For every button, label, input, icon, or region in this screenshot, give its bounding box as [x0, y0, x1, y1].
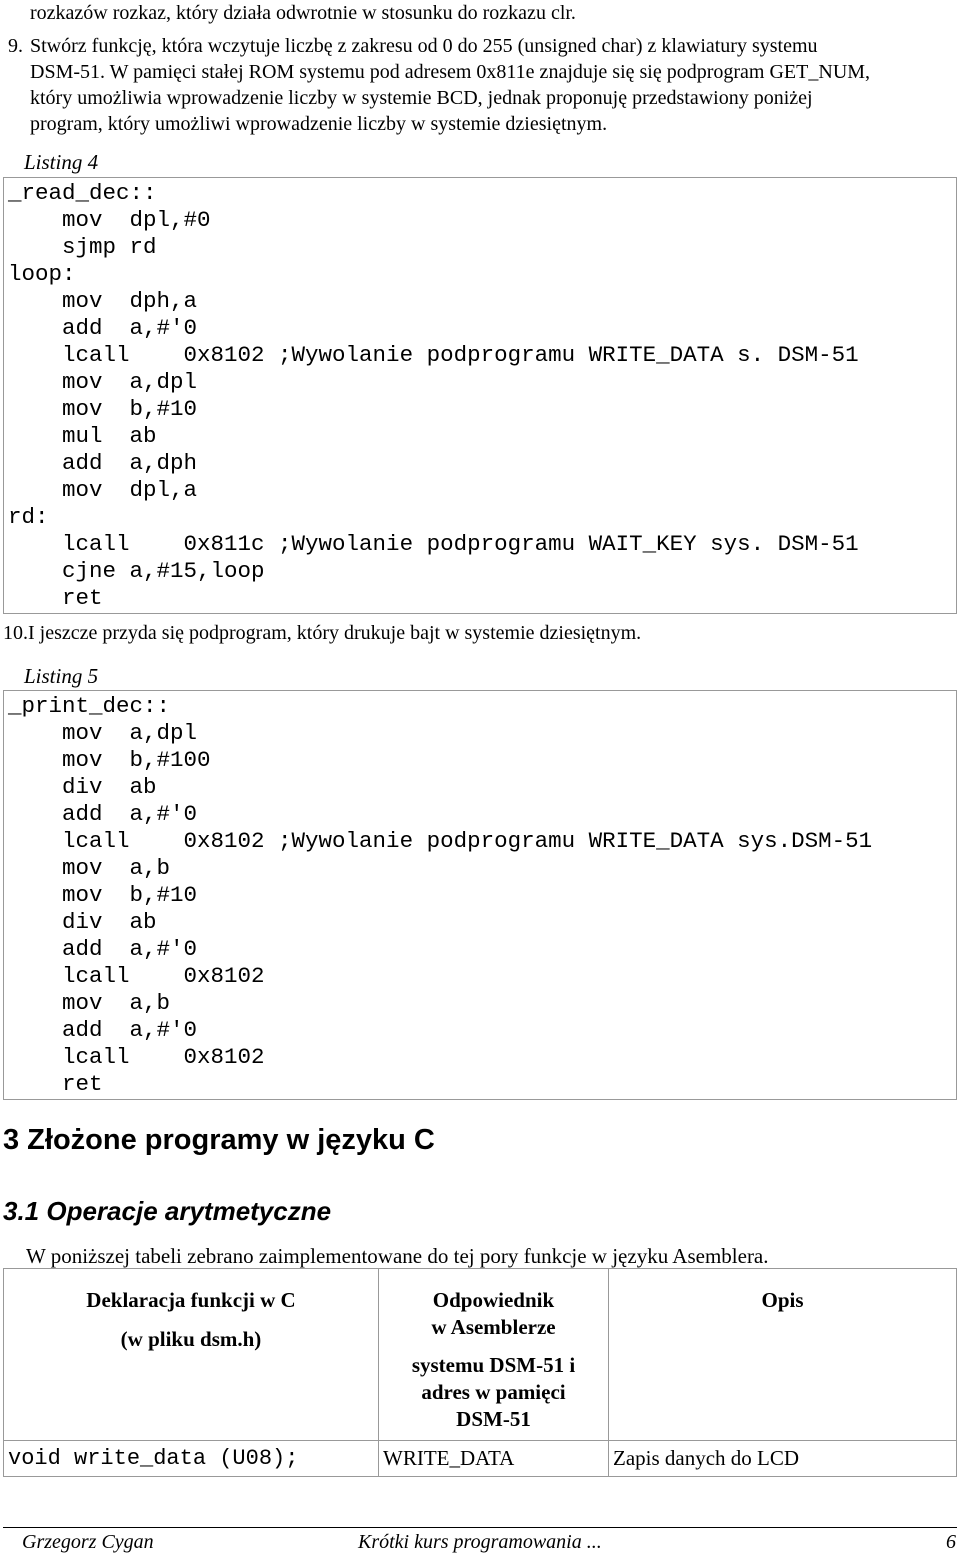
header-assembler-line-5: DSM-51	[456, 1407, 531, 1431]
code-line: cjne a,#15,loop	[8, 558, 265, 584]
code-line: lcall 0x8102 ;Wywolanie podprogramu WRITE_DATA sys.DSM-51	[8, 828, 873, 854]
section-3-heading: 3 Złożone programy w języku C	[3, 1124, 435, 1156]
header-assembler-line-4: adres w pamięci	[421, 1380, 566, 1404]
item-10: 10.I jeszcze przyda się podprogram, który drukuje bajt w systemie dziesiętnym.	[3, 622, 642, 644]
code-line: mov a,b	[8, 990, 171, 1016]
row-asm-cell	[379, 1441, 609, 1477]
row-decl-cell	[4, 1441, 379, 1477]
row-desc: Zapis danych do LCD	[613, 1446, 800, 1470]
code-line: mul ab	[8, 423, 157, 449]
code-line: ret	[8, 1071, 103, 1097]
code-line: mov dpl,#0	[8, 207, 211, 233]
code-line: add a,#'0	[8, 315, 198, 341]
item-9-line-1: Stwórz funkcję, która wczytuje liczbę z zakresu od 0 do 255 (unsigned char) z klawiatury systemu	[30, 35, 818, 57]
code-line: loop:	[8, 261, 76, 287]
header-assembler-line-2: w Asemblerze	[431, 1315, 556, 1339]
code-line: lcall 0x811c ;Wywolanie podprogramu WAIT_KEY sys. DSM-51	[8, 531, 859, 557]
footer-page-number: 6	[946, 1531, 956, 1553]
table-header-row	[4, 1269, 957, 1441]
header-description: Opis	[761, 1288, 804, 1312]
code-line: lcall 0x8102	[8, 963, 265, 989]
row-desc-cell	[609, 1441, 957, 1477]
code-line: div ab	[8, 909, 157, 935]
listing-5-box	[3, 690, 957, 1100]
footer-divider	[3, 1527, 957, 1528]
code-line: mov a,dpl	[8, 369, 198, 395]
code-line: div ab	[8, 774, 157, 800]
code-line: ret	[8, 585, 103, 611]
listing-4-code	[8, 180, 859, 612]
code-line: add a,dph	[8, 450, 198, 476]
section-3-1-heading: 3.1 Operacje arytmetyczne	[3, 1196, 332, 1226]
header-cell-description	[609, 1269, 957, 1441]
header-assembler-line-3: systemu DSM-51 i	[411, 1353, 576, 1377]
header-assembler-line-1: Odpowiednik	[432, 1288, 555, 1312]
code-line: _print_dec::	[8, 693, 171, 719]
code-line: mov a,dpl	[8, 720, 198, 746]
header-cell-declaration	[4, 1269, 379, 1441]
code-line: sjmp rd	[8, 234, 157, 260]
table-row	[4, 1441, 957, 1477]
row-decl: void write_data (U08);	[8, 1446, 299, 1471]
item-9-line-3: który umożliwia wprowadzenie liczby w systemie BCD, jednak proponuję przedstawiony poniżej	[30, 87, 813, 109]
code-line: mov dpl,a	[8, 477, 198, 503]
footer-title: Krótki kurs programowania ...	[358, 1531, 602, 1553]
code-line: lcall 0x8102 ;Wywolanie podprogramu WRITE_DATA s. DSM-51	[8, 342, 859, 368]
row-asm: WRITE_DATA	[383, 1446, 515, 1470]
listing-5-caption: Listing 5	[24, 664, 99, 688]
code-line: mov a,b	[8, 855, 171, 881]
code-line: add a,#'0	[8, 936, 198, 962]
header-cell-assembler	[379, 1269, 609, 1441]
item-9-line-4: program, który umożliwi wprowadzenie liczby w systemie dziesiętnym.	[30, 113, 608, 135]
code-line: mov dph,a	[8, 288, 198, 314]
function-table	[3, 1268, 957, 1477]
code-line: mov b,#100	[8, 747, 211, 773]
code-line: _read_dec::	[8, 180, 157, 206]
code-line: mov b,#10	[8, 882, 198, 908]
header-declaration-line-2: (w pliku dsm.h)	[120, 1327, 262, 1351]
item-9-line-2: DSM-51. W pamięci stałej ROM systemu pod adresem 0x811e znajduje się się podprogram GET_NUM,	[30, 61, 871, 83]
listing-4-caption: Listing 4	[24, 150, 99, 174]
listing-5-code	[8, 693, 872, 1098]
code-line: add a,#'0	[8, 1017, 198, 1043]
code-line: lcall 0x8102	[8, 1044, 265, 1070]
item-9-number: 9.	[8, 35, 23, 57]
header-declaration-line-1: Deklaracja funkcji w C	[86, 1288, 296, 1312]
code-line: add a,#'0	[8, 801, 198, 827]
section-3-1-intro: W poniższej tabeli zebrano zaimplementowane do tej pory funkcje w języku Asemblera.	[26, 1244, 769, 1268]
code-line: rd:	[8, 504, 49, 530]
intro-line: rozkazów rozkaz, który działa odwrotnie w stosunku do rozkazu clr.	[30, 2, 576, 24]
footer-author: Grzegorz Cygan	[22, 1531, 154, 1553]
listing-4-box	[3, 177, 957, 614]
code-line: mov b,#10	[8, 396, 198, 422]
